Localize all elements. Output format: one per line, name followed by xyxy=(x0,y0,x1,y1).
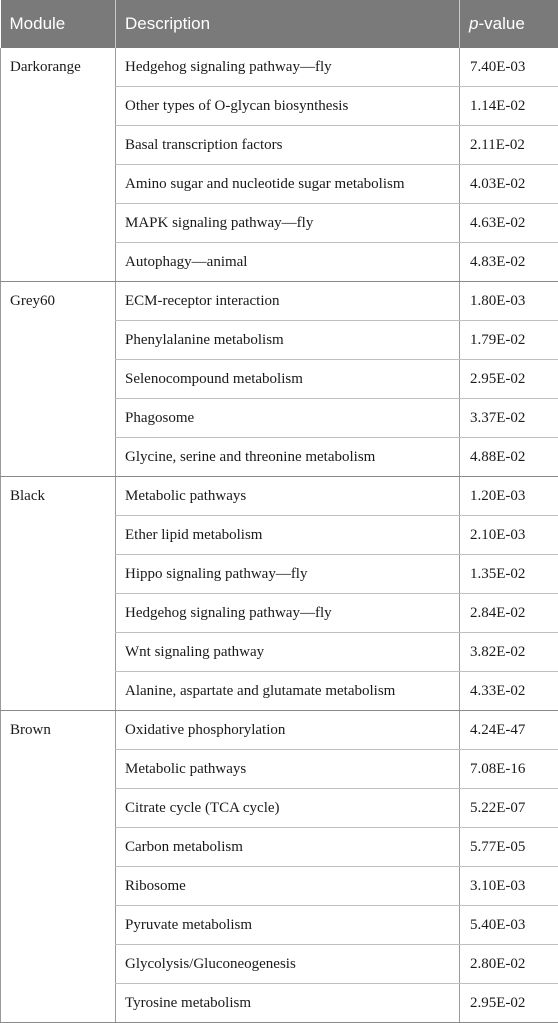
p-value-cell: 1.35E-02 xyxy=(460,555,558,594)
description-cell: Oxidative phosphorylation xyxy=(116,711,460,750)
description-cell: Basal transcription factors xyxy=(116,126,460,165)
description-cell: Amino sugar and nucleotide sugar metabolism xyxy=(116,165,460,204)
description-cell: Hippo signaling pathway—fly xyxy=(116,555,460,594)
description-cell: Hedgehog signaling pathway—fly xyxy=(116,48,460,87)
table-header xyxy=(1,0,558,48)
description-cell: Autophagy—animal xyxy=(116,243,460,282)
module-column-header: Module xyxy=(1,0,116,48)
p-value-header-italic: p xyxy=(469,14,478,33)
description-cell: Pyruvate metabolism xyxy=(116,906,460,945)
p-value-header-suffix: -value xyxy=(478,14,524,33)
description-cell: Metabolic pathways xyxy=(116,750,460,789)
p-value-cell: 7.08E-16 xyxy=(460,750,558,789)
p-value-cell: 2.95E-02 xyxy=(460,984,558,1023)
description-cell: Ribosome xyxy=(116,867,460,906)
p-value-cell: 4.24E-47 xyxy=(460,711,558,750)
p-value-cell: 3.10E-03 xyxy=(460,867,558,906)
description-cell: Alanine, aspartate and glutamate metabolism xyxy=(116,672,460,711)
p-value-cell: 2.10E-03 xyxy=(460,516,558,555)
p-value-cell: 1.20E-03 xyxy=(460,477,558,516)
table-row xyxy=(1,477,558,516)
p-value-cell: 5.22E-07 xyxy=(460,789,558,828)
p-value-cell: 3.82E-02 xyxy=(460,633,558,672)
p-value-cell: 4.83E-02 xyxy=(460,243,558,282)
p-value-cell: 4.03E-02 xyxy=(460,165,558,204)
table-row xyxy=(1,711,558,750)
p-value-cell: 4.63E-02 xyxy=(460,204,558,243)
description-cell: Other types of O-glycan biosynthesis xyxy=(116,87,460,126)
description-cell: Metabolic pathways xyxy=(116,477,460,516)
p-value-cell: 5.77E-05 xyxy=(460,828,558,867)
table-row xyxy=(1,48,558,87)
p-value-cell: 5.40E-03 xyxy=(460,906,558,945)
description-cell: Glycine, serine and threonine metabolism xyxy=(116,438,460,477)
description-cell: ECM-receptor interaction xyxy=(116,282,460,321)
p-value-cell: 1.14E-02 xyxy=(460,87,558,126)
description-cell: Hedgehog signaling pathway—fly xyxy=(116,594,460,633)
module-cell: Brown xyxy=(1,711,116,1023)
description-cell: Selenocompound metabolism xyxy=(116,360,460,399)
module-cell: Darkorange xyxy=(1,48,116,282)
p-value-cell: 7.40E-03 xyxy=(460,48,558,87)
p-value-cell: 4.33E-02 xyxy=(460,672,558,711)
table-body xyxy=(1,48,558,1023)
p-value-cell: 2.80E-02 xyxy=(460,945,558,984)
p-value-cell: 3.37E-02 xyxy=(460,399,558,438)
description-cell: MAPK signaling pathway—fly xyxy=(116,204,460,243)
description-cell: Phenylalanine metabolism xyxy=(116,321,460,360)
p-value-cell: 1.79E-02 xyxy=(460,321,558,360)
module-cell: Grey60 xyxy=(1,282,116,477)
description-cell: Wnt signaling pathway xyxy=(116,633,460,672)
module-cell: Black xyxy=(1,477,116,711)
description-cell: Tyrosine metabolism xyxy=(116,984,460,1023)
p-value-cell: 1.80E-03 xyxy=(460,282,558,321)
p-value-cell: 2.11E-02 xyxy=(460,126,558,165)
p-value-cell: 2.95E-02 xyxy=(460,360,558,399)
description-cell: Carbon metabolism xyxy=(116,828,460,867)
p-value-cell: 4.88E-02 xyxy=(460,438,558,477)
p-value-cell: 2.84E-02 xyxy=(460,594,558,633)
description-column-header: Description xyxy=(116,0,460,48)
table-row xyxy=(1,282,558,321)
description-cell: Citrate cycle (TCA cycle) xyxy=(116,789,460,828)
header-row xyxy=(1,0,558,48)
description-cell: Phagosome xyxy=(116,399,460,438)
description-cell: Glycolysis/Gluconeogenesis xyxy=(116,945,460,984)
description-cell: Ether lipid metabolism xyxy=(116,516,460,555)
p-value-column-header xyxy=(460,0,558,48)
